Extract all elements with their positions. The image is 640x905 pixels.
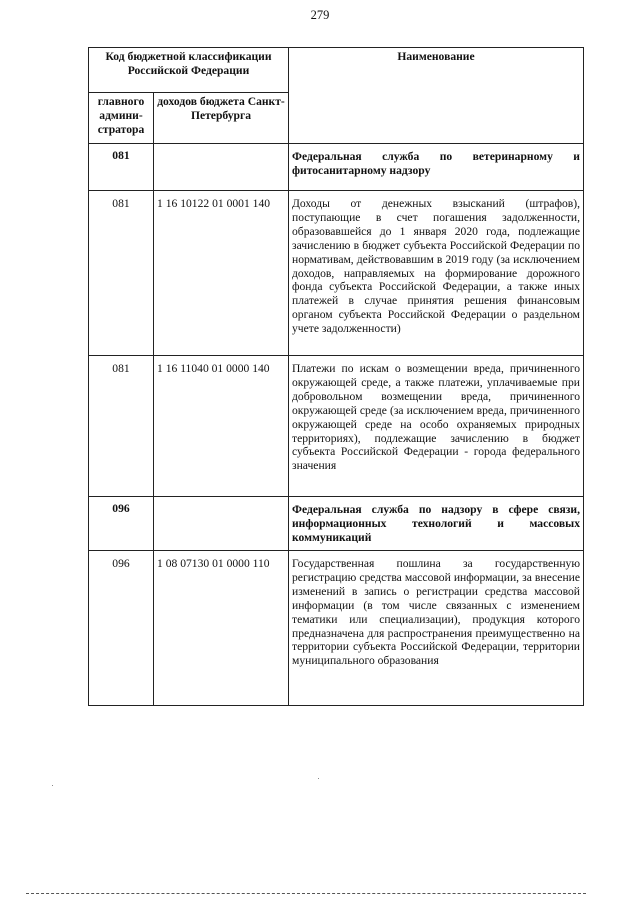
cell-name: Платежи по искам о возмещении вреда, причиненного окружающей среде, а также платежи, уплачиваемые при добровольном возмещении вреда, причиненного окружающей среде (за исключением вреда, причиненного окружающей среде на особо охраняемых природных территориях), подлежащие зачислению в бюджет субъекта Российской Федерации - города федерального значения [289,356,584,497]
cell-admin: 081 [89,191,154,356]
cell-admin: 081 [89,144,154,191]
cell-code: 1 08 07130 01 0000 110 [154,551,289,706]
cell-admin: 096 [89,551,154,706]
cell-name: Доходы от денежных взысканий (штрафов), поступающие в счет погашения задолженности, образовавшейся до 1 января 2020 года, подлежащие зачислению в бюджет субъекта Российской Федерации по нормативам, действовавшим в 2019 году (за исключением доходов, направляемых на формирование дорожного фонда субъекта Российской Федерации, а также иных платежей в случае принятия решения финансовым органом субъекта Российской Федерации о раздельном учете задолженности) [289,191,584,356]
scan-speck [318,778,319,779]
cell-code: 1 16 10122 01 0001 140 [154,191,289,356]
cell-admin: 081 [89,356,154,497]
footer-rule [26,893,586,894]
cell-name: Федеральная служба по ветеринарному и фитосанитарному надзору [289,144,584,191]
cell-admin: 096 [89,497,154,551]
table-row [89,191,584,356]
budget-classification-table [88,47,584,706]
cell-code: 1 16 11040 01 0000 140 [154,356,289,497]
header-admin: главного админи-стратора [89,93,154,144]
table-row [89,551,584,706]
table-row [89,144,584,191]
scan-speck [52,785,53,786]
header-name: Наименование [289,48,584,144]
page-number: 279 [310,8,330,22]
cell-name: Государственная пошлина за государственную регистрацию средства массовой информации, за внесение изменений в запись о регистрации средства массовой информации (в том числе связанных с изменением тематики или специализации), продукция которого предназначена для распространения преимущественно на территории субъекта Российской Федерации, территории муниципального образования [289,551,584,706]
table-row [89,356,584,497]
cell-code [154,144,289,191]
header-revenue: доходов бюджета Санкт-Петербурга [154,93,289,144]
table-row [89,497,584,551]
cell-name: Федеральная служба по надзору в сфере связи, информационных технологий и массовых коммуникаций [289,497,584,551]
header-classification: Код бюджетной классификации Российской Федерации [89,48,289,93]
cell-code [154,497,289,551]
